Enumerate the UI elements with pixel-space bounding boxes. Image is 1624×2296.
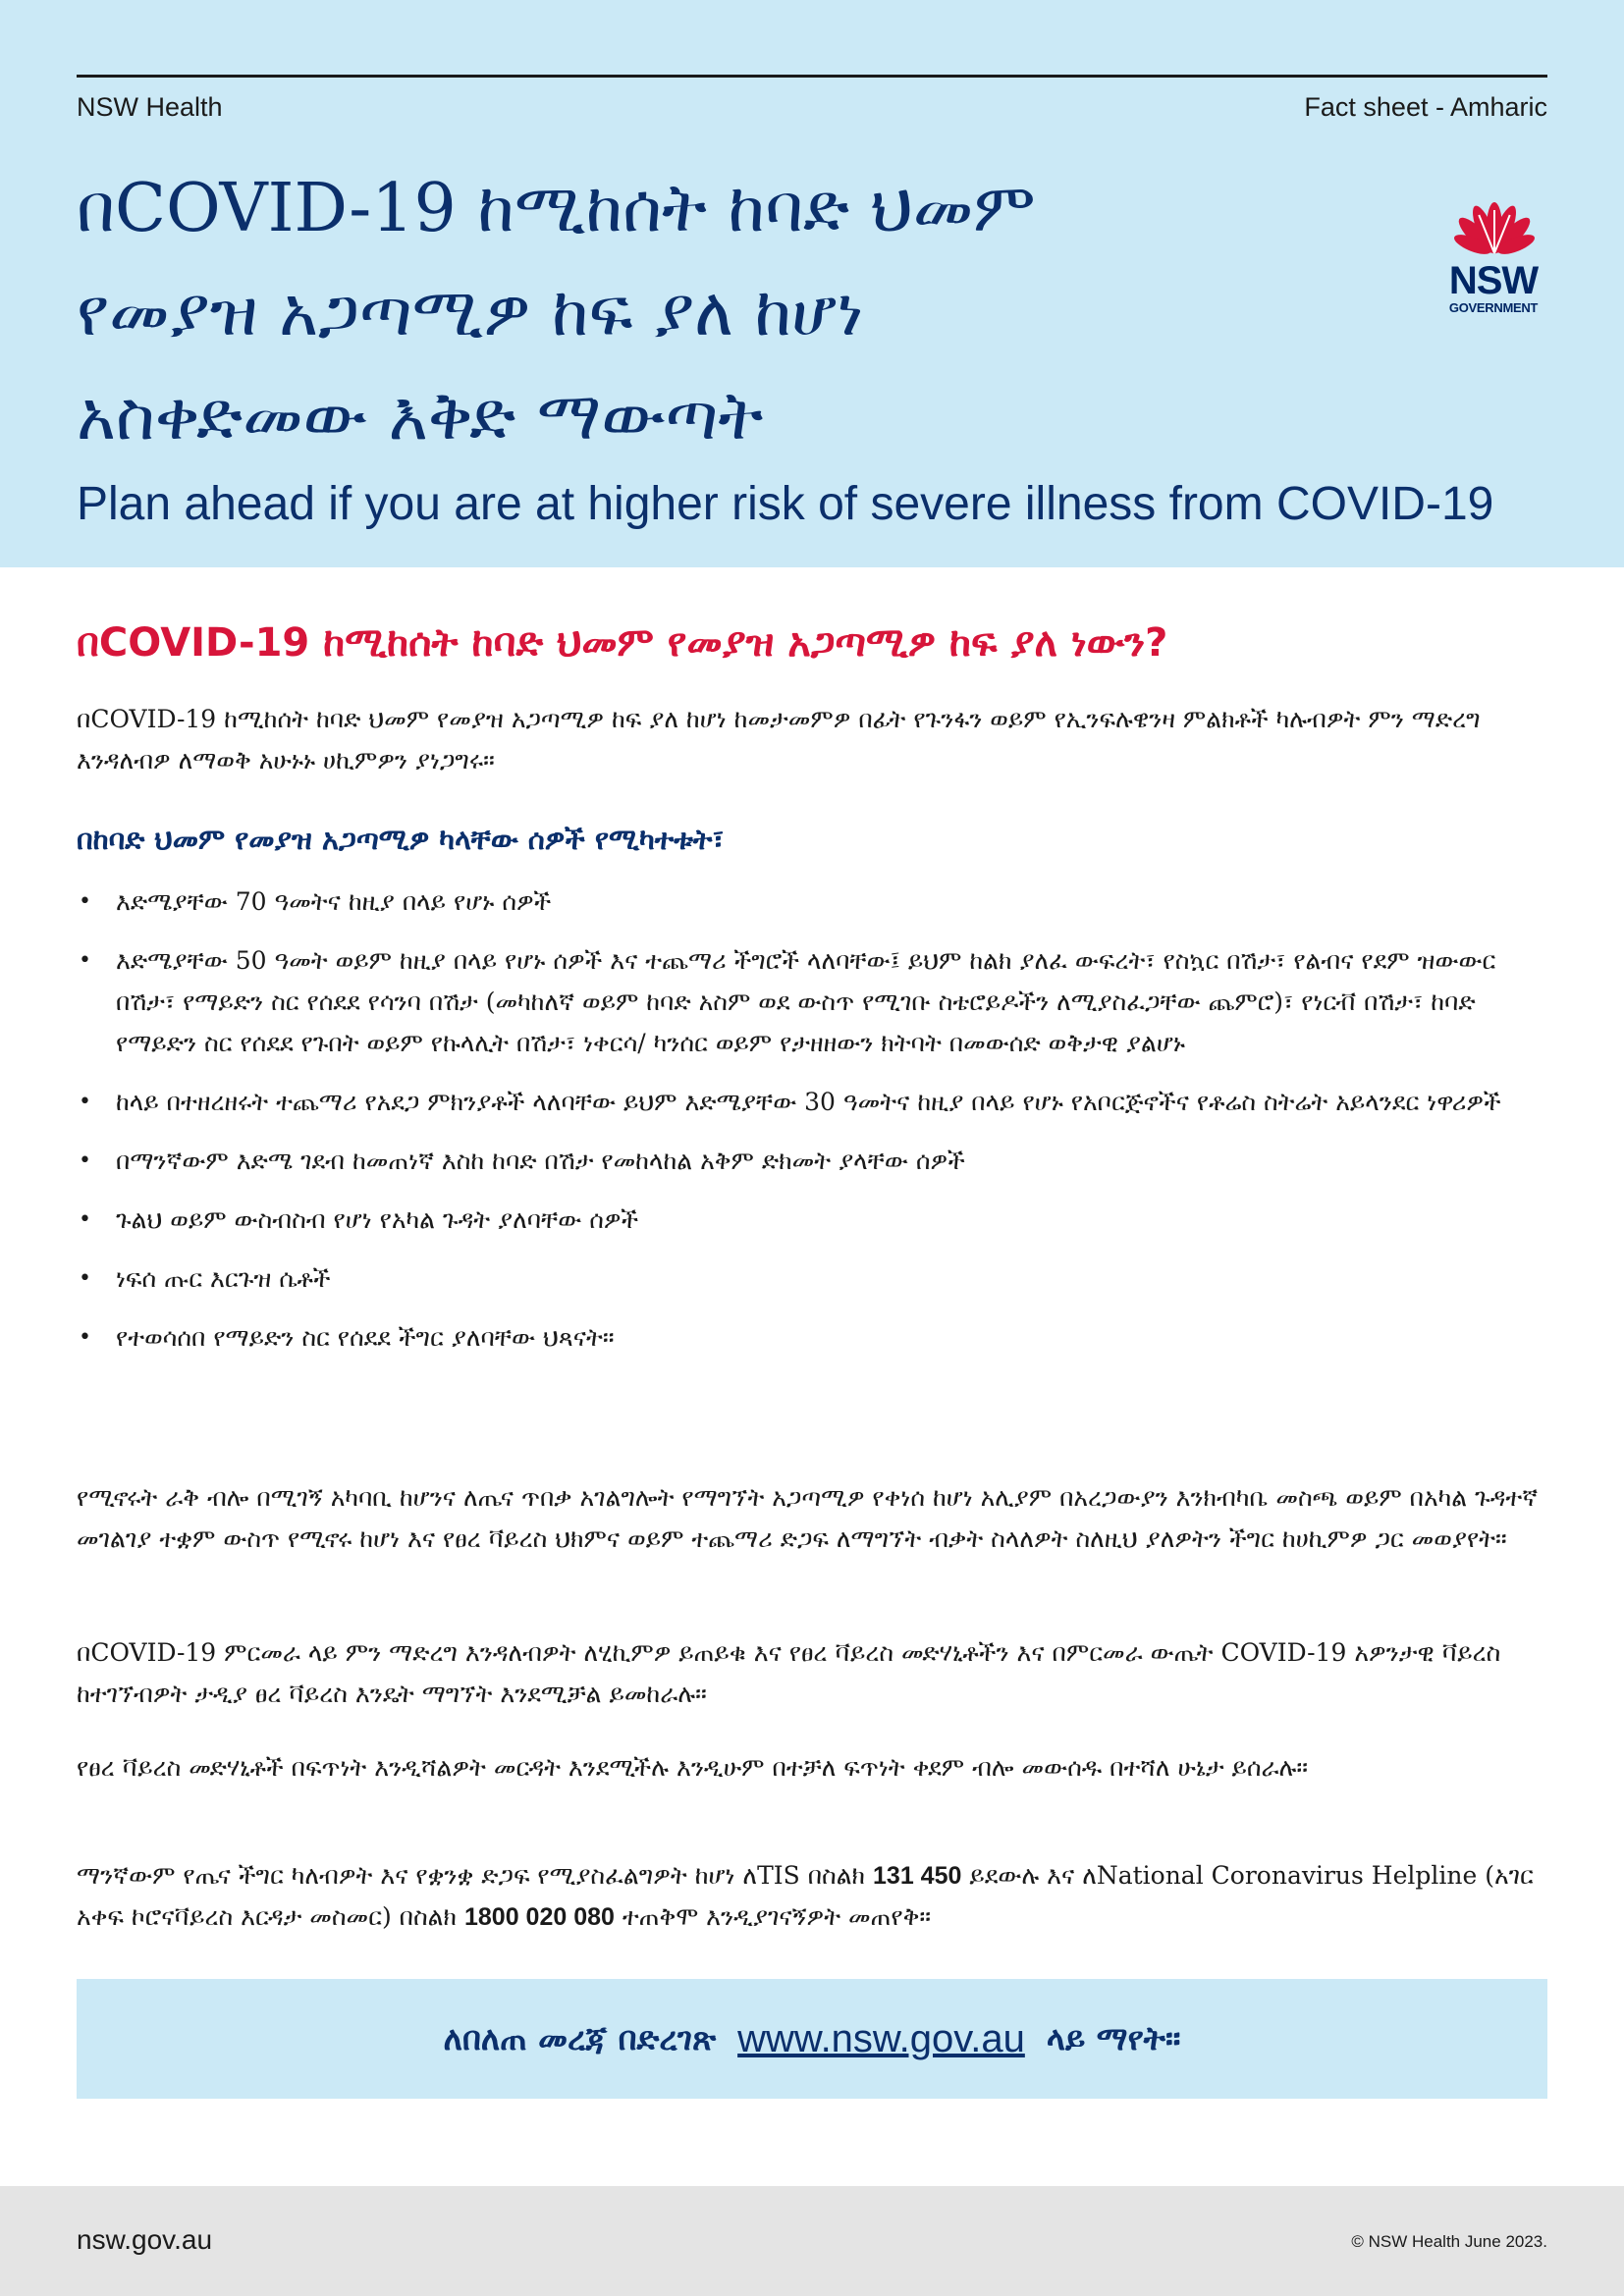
section-heading-risk: በCOVID-19 ከሚከሰት ከባድ ህመም የመያዝ አጋጣሚዎ ከፍ ያለ ነውን? (77, 620, 1168, 666)
logo-government-text: GOVERNMENT (1448, 300, 1539, 315)
language-help-text-b: ይደውሉ እና ለNational Coronavirus Helpline (አገር አቀፍ ኮሮናቫይረስ እርዳታ መስመር) በስልክ (77, 1861, 1534, 1931)
intro-paragraph: በCOVID-19 ከሚከሰት ከባድ ህመም የመያዝ አጋጣሚዎ ከፍ ያለ ከሆነ ከመታመምዎ በፊት የጉንፋን ወይም የኢንፍሉዌንዛ ምልክቶች ካሉብዎት ምን ማድረግ እንዳለብዎ ለማወቅ አሁኑኑ ሀኪምዎን ያነጋግሩ። (77, 705, 1481, 774)
title-line-1: በCOVID-19 ከሚከሰት ከባድ ህመም (77, 170, 1036, 247)
section-heading-who: በከባድ ህመም የመያዝ አጋጣሚዎ ካላቸው ሰዎች የሚካተቱት፣ (77, 823, 725, 856)
footer-site: nsw.gov.au (77, 2224, 213, 2255)
waratah-icon (1435, 196, 1553, 261)
nsw-website-link[interactable]: www.nsw.gov.au (737, 2016, 1025, 2060)
logo-nsw-text: NSW (1448, 259, 1539, 302)
more-info-box (77, 1979, 1547, 2099)
language-help-text-c: ተጠቅሞ እንዲያገናኝዎት መጠየቅ። (622, 1902, 932, 1931)
org-name: NSW Health (77, 92, 223, 122)
top-divider (77, 75, 1547, 78)
paragraph-remote-care: የሚኖሩት ራቅ ብሎ በሚገኝ አካባቢ ከሆንና ለጤና ጥበቃ አገልግሎት የማግኘት አጋጣሚዎ የቀነሰ ከሆነ አሊያም በአረጋውያን እንክብካቤ መስጫ ወይም በአካል ጉዳተኛ መገልገያ ተቋም ውስጥ የሚኖሩ ከሆነ እና የፀረ ቫይረስ ህክምና ወይም ተጨማሪ ድጋፍ ለማግኘት ብቃት ስላለዎት ስለዚህ ያለዎትን ችግር ከሀኪምዎ ጋር መወያየት። (77, 1483, 1539, 1553)
page-title (77, 157, 1353, 469)
list-item: • ነፍሰ ጡር እርጉዝ ሴቶች (77, 1258, 1549, 1300)
more-info-suffix: ላይ ማየት። (1046, 2019, 1181, 2057)
page-subtitle: Plan ahead if you are at higher risk of severe illness from COVID-19 (77, 478, 1494, 530)
list-item: • እድሜያቸው 70 ዓመትና ከዚያ በላይ የሆኑ ሰዎች (77, 881, 1549, 923)
doc-type-label: Fact sheet - Amharic (1304, 92, 1547, 122)
footer-copyright: © NSW Health June 2023. (1351, 2232, 1547, 2251)
paragraph-antivirals: የፀረ ቫይረስ መድሃኒቶች በፍጥነት እንዲሻልዎት መርዳት እንደሚችሉ እንዲሁም በተቻለ ፍጥነት ቀደም ብሎ መውሰዱ በተሻለ ሁኔታ ይሰራሉ። (77, 1753, 1309, 1782)
paragraph-language-help (77, 1855, 1549, 1938)
more-info-prefix: ለበለጠ መረጃ በድረገጽ (443, 2019, 717, 2057)
list-item: • ከላይ በተዘረዘሩት ተጨማሪ የአደጋ ምክንያቶች ላለባቸው ይህም እድሜያቸው 30 ዓመትና ከዚያ በላይ የሆኑ የአቦርጅኖችና የቶሬስ ስትሬት አይላንደር ነዋሪዎች (77, 1082, 1549, 1123)
title-line-3: አስቀድመው እቅድ ማውጣት (77, 378, 764, 455)
list-item: • እድሜያቸው 50 ዓመት ወይም ከዚያ በላይ የሆኑ ሰዎች እና ተጨማሪ ችግሮች ላለባቸው፤ ይህም ከልክ ያለፈ ውፍረት፣ የስኳር በሽታ፣ የልብና የደም ዝውውር በሽታ፣ የማይድን ስር የሰደደ የሳንባ በሽታ (መካከለኛ ወይም ከባድ አስም ወደ ውስጥ የሚገቡ ስቴሮይዶችን ለሚያስፈጋቸው ጨምሮ)፣ የነርቭ በሽታ፣ ከባድ የማይድን ስር የሰደደ የጉበት ወይም የኩላሊት በሽታ፣ ነቀርሳ/ ካንሰር ወይም የታዘዘውን ክትባት በመውሰድ ወቅታዊ ያልሆኑ (77, 940, 1549, 1064)
tis-phone-number: 131 450 (873, 1862, 962, 1890)
title-line-2: የመያዝ አጋጣሚዎ ከፍ ያለ ከሆነ (77, 274, 864, 351)
helpline-phone-number: 1800 020 080 (463, 1903, 615, 1931)
list-item: • በማንኛውም እድሜ ገደብ ከመጠነኛ እስከ ከባድ በሽታ የመከላከል አቅም ድክመት ያላቸው ሰዎች (77, 1141, 1549, 1182)
risk-group-list (77, 881, 1549, 1376)
list-item: • የተወሳሰበ የማይድን ስር የሰደደ ችግር ያለባቸው ህጻናት። (77, 1317, 1549, 1359)
language-help-text-a: ማንኛውም የጤና ችግር ካለብዎት እና የቋንቋ ድጋፍ የሚያስፈልግዎት ከሆነ ለTIS በስልክ (77, 1861, 866, 1890)
nsw-government-logo (1435, 196, 1553, 324)
list-item: • ጉልህ ወይም ውስብስብ የሆነ የአካል ጉዳት ያለባቸው ሰዎች (77, 1200, 1549, 1241)
paragraph-testing: በCOVID-19 ምርመራ ላይ ምን ማድረግ እንዳለብዎት ለሂኪምዎ ይጠይቁ እና የፀረ ቫይረስ መድሃኒቶችን እና በምርመራ ውጤት COVID-19 አዎንታዊ ቫይረስ ከተገኘብዎት ታዲያ ፀረ ቫይረስ እንዴት ማግኘት እንደሚቻል ይመከራሉ። (77, 1638, 1501, 1708)
